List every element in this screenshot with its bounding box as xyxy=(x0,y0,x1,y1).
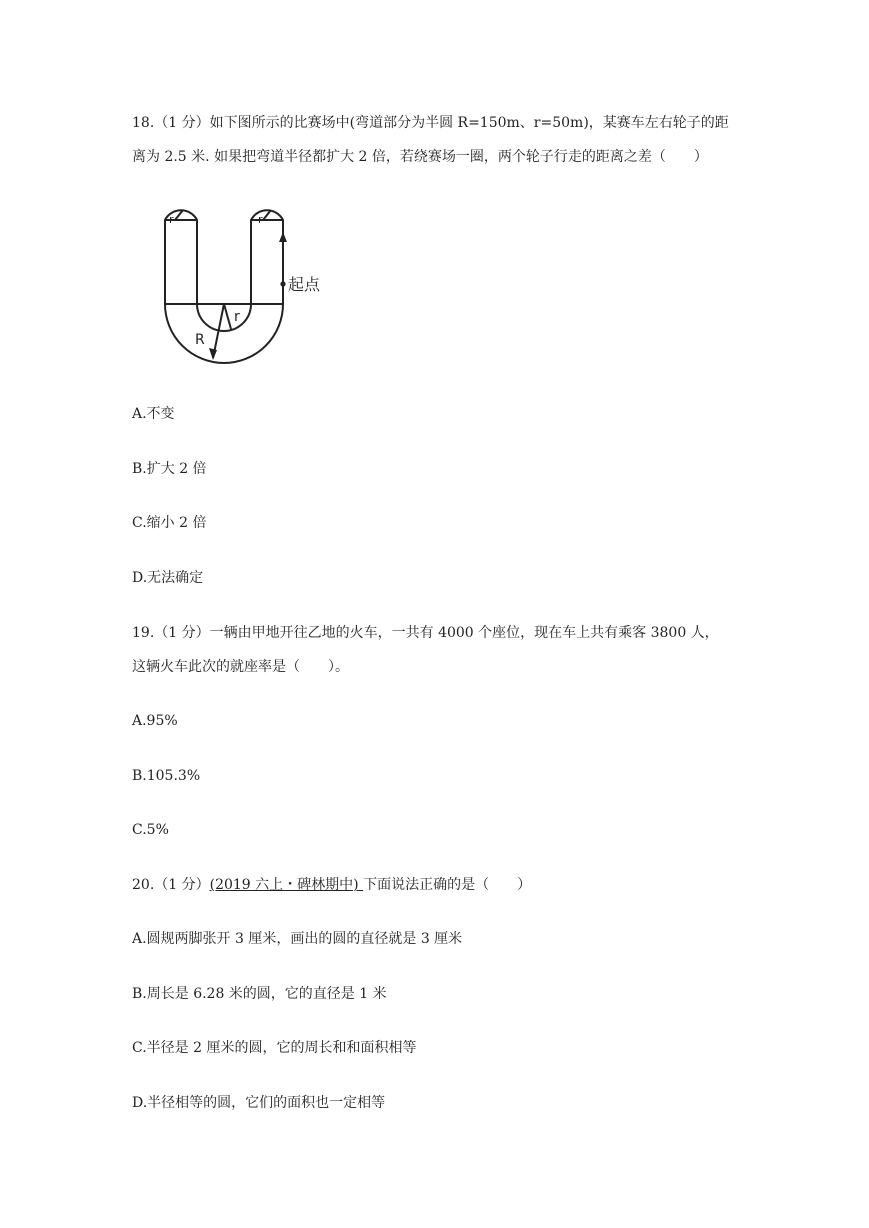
left-cap-r-label: r xyxy=(169,213,174,226)
q18-option-b[interactable]: B.扩大 2 倍 xyxy=(132,461,207,477)
right-cap-r-label: r xyxy=(258,213,263,226)
question-18-line-2: 离为 2.5 米. 如果把弯道半径都扩大 2 倍，若绕赛场一圈，两个轮子行走的距离之差（ ） xyxy=(132,149,708,165)
direction-arrow-icon xyxy=(279,232,287,242)
right-cap-radius xyxy=(263,210,271,220)
q18-option-d[interactable]: D.无法确定 xyxy=(132,570,204,586)
q18-option-c[interactable]: C.缩小 2 倍 xyxy=(132,515,207,531)
question-19-line-1: 19.（1 分）一辆由甲地开往乙地的火车，一共有 4000 个座位，现在车上共有乘客 3800 人， xyxy=(132,625,719,641)
question-20-source[interactable]: (2019 六上・碑林期中) xyxy=(209,877,364,893)
q20-option-c[interactable]: C.半径是 2 厘米的圆，它的周长和和面积相等 xyxy=(132,1040,417,1056)
question-19-line-2: 这辆火车此次的就座率是（ ）。 xyxy=(132,659,349,675)
q20-option-a[interactable]: A.圆规两脚张开 3 厘米，画出的圆的直径就是 3 厘米 xyxy=(132,931,463,947)
small-r-label: r xyxy=(234,309,240,325)
q20-option-b[interactable]: B.周长是 6.28 米的圆，它的直径是 1 米 xyxy=(132,986,387,1002)
q18-option-a[interactable]: A.不变 xyxy=(132,406,175,422)
small-radius-line xyxy=(224,304,231,329)
q19-option-c[interactable]: C.5% xyxy=(132,822,169,838)
right-straight xyxy=(251,210,283,304)
big-radius-arrow-icon xyxy=(209,348,217,360)
race-track-figure xyxy=(155,198,335,370)
outer-arc xyxy=(165,304,283,363)
q20-option-d[interactable]: D.半径相等的圆，它们的面积也一定相等 xyxy=(132,1095,386,1111)
big-r-label: R xyxy=(195,332,205,348)
question-20-prefix: 20.（1 分） xyxy=(132,877,210,893)
q19-option-a[interactable]: A.95% xyxy=(132,713,178,729)
question-18-line-1: 18.（1 分）如下图所示的比赛场中(弯道部分为半圆 R=150m、r=50m)，某赛车左右轮子的距 xyxy=(132,115,729,131)
question-20-stem: 下面说法正确的是（ ） xyxy=(363,877,532,893)
q19-option-b[interactable]: B.105.3% xyxy=(132,768,201,784)
start-label: 起点 xyxy=(288,275,321,294)
question-20-line xyxy=(132,875,531,895)
start-dot xyxy=(280,281,285,286)
